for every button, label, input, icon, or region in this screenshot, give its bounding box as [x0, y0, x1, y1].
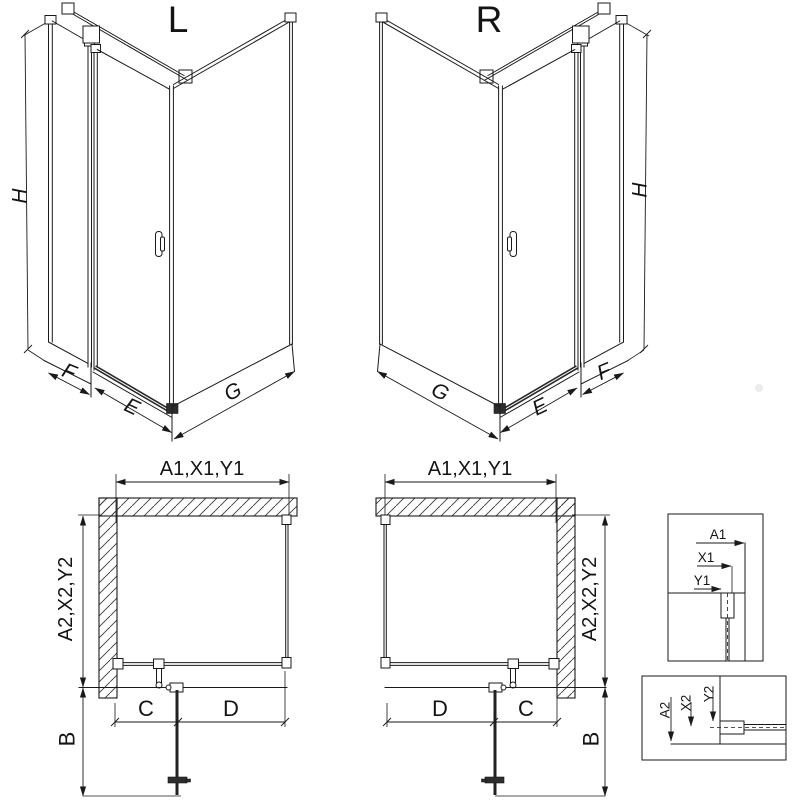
door-pivot-knob	[166, 685, 171, 690]
detail-label-x2: X2	[678, 694, 694, 712]
door-handle-grip	[161, 237, 165, 251]
bar-clamp-plan	[508, 659, 519, 669]
return-panel-cap	[376, 13, 387, 22]
dim-label-width-left: A1,X1,Y1	[159, 458, 245, 480]
glass-connector-top	[381, 515, 390, 525]
dim-label-depth-left: A2,X2,Y2	[55, 556, 77, 642]
hinge-profile-cap	[91, 45, 101, 53]
wall-top-hatched	[376, 498, 575, 516]
dim-label-f-right: F	[593, 358, 615, 386]
dim-label-width-right: A1,X1,Y1	[427, 458, 513, 480]
support-bar-wall-cap	[598, 3, 610, 14]
variant-label-right: R	[475, 0, 503, 40]
door-handle-plan-right	[485, 777, 504, 783]
bar-wall-mount	[549, 659, 559, 670]
door-handle-nub	[482, 779, 487, 782]
dim-label-g-left: G	[220, 378, 246, 406]
bar-wall-mount	[113, 659, 123, 670]
dim-label-swing-right: B	[578, 731, 604, 747]
support-bar-wall-cap	[62, 3, 74, 14]
wall-side-hatched	[557, 498, 575, 698]
watermark-dot	[755, 384, 763, 392]
detail-label-x1: X1	[697, 550, 715, 565]
dim-label-e-right: E	[528, 393, 552, 421]
dim-label-h-right: H	[628, 182, 652, 198]
dim-label-fixed-right: C	[518, 696, 534, 721]
support-bar-clamp	[573, 26, 590, 43]
door-handle-grip	[508, 237, 512, 251]
detail-label-a1: A1	[709, 527, 727, 542]
return-panel-cap	[285, 13, 296, 22]
variant-label-left: L	[167, 0, 189, 40]
detail-label-a2: A2	[657, 701, 673, 719]
bar-clamp-plan	[154, 659, 165, 669]
dim-label-fixed-left: C	[138, 696, 154, 721]
dim-label-h-left: H	[8, 188, 32, 204]
glass-connector-top	[282, 515, 291, 525]
hinge-profile-cap	[572, 45, 582, 53]
detail-label-y1: Y1	[693, 573, 711, 588]
dim-label-door-left: D	[223, 696, 239, 721]
dim-label-g-right: G	[427, 378, 453, 406]
door-handle-nub	[186, 779, 191, 782]
dim-label-f-left: F	[58, 358, 80, 386]
dim-label-door-right: D	[432, 696, 448, 721]
bar-clamp-stem	[157, 669, 162, 683]
dim-label-e-left: E	[120, 393, 144, 421]
detail-label-y2: Y2	[701, 685, 717, 703]
bar-clamp-stem	[511, 669, 516, 683]
dim-label-depth-right: A2,X2,Y2	[579, 556, 601, 642]
dim-label-swing-left: B	[54, 731, 80, 747]
support-bar-clamp	[83, 26, 100, 43]
glass-connector-bottom	[381, 658, 390, 669]
glass-connector-bottom	[282, 658, 291, 669]
door-handle-plan-left	[168, 777, 187, 783]
door-pivot-knob	[501, 685, 506, 690]
wall-top-hatched	[99, 498, 297, 516]
